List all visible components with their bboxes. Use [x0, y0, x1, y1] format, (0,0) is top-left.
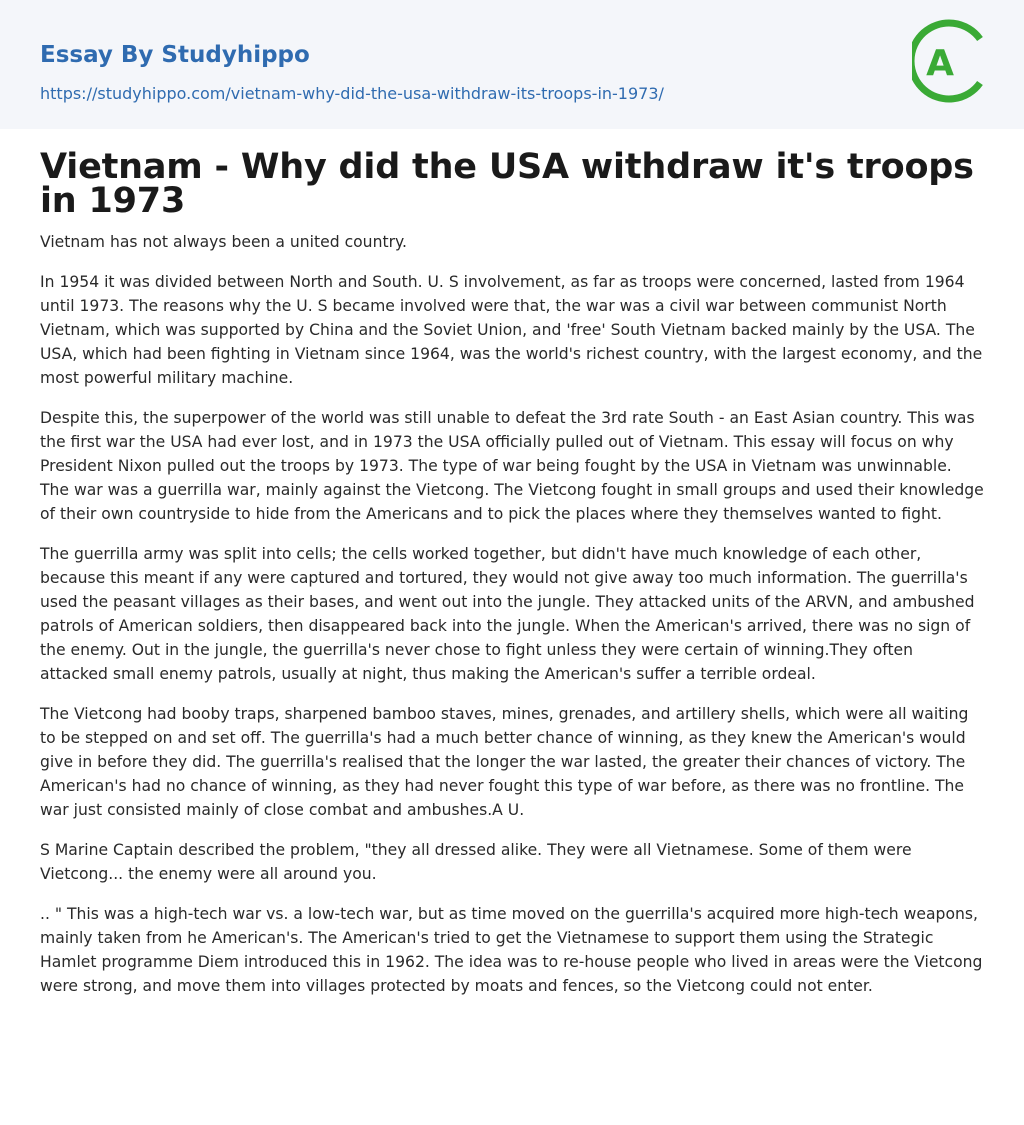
site-header — [0, 0, 1024, 129]
essay-paragraph: The guerrilla army was split into cells; the cells worked together, but didn't have much knowledge of each other, because this meant if any were captured and tortured, they would not give away too much information. The guerrilla's used the peasant villages as their bases, and went out into the jungle. They attacked units of the ARVN, and ambushed patrols of American soldiers, then disappeared back into the jungle. When the American's arrived, there was no sign of the enemy. Out in the jungle, the guerrilla's never chose to fight unless they were certain of winning.They often attacked small enemy patrols, usually at night, thus making the American's suffer a terrible ordeal. — [40, 545, 975, 683]
essay-title: Vietnam - Why did the USA withdraw it's troops in 1973 — [40, 147, 974, 221]
logo-letter: A — [926, 43, 954, 84]
essay-paragraph: In 1954 it was divided between North and South. U. S involvement, as far as troops were concerned, lasted from 1964 until 1973. The reasons why the U. S became involved were that, the war was a civil war between communist North Vietnam, which was supported by China and the Soviet Union, and 'free' South Vietnam backed mainly by the USA. The USA, which had been fighting in Vietnam since 1964, was the world's richest country, with the largest economy, and the most powerful military machine. — [40, 273, 983, 387]
source-url-link[interactable]: https://studyhippo.com/vietnam-why-did-the-usa-withdraw-its-troops-in-1973/ — [40, 84, 664, 103]
essay-paragraph: .. " This was a high-tech war vs. a low-tech war, but as time moved on the guerrilla's acquired more high-tech weapons, mainly taken from he American's. The American's tried to get the Vietnamese to support them using the Strategic Hamlet programme Diem introduced this in 1962. The idea was to re-house people who lived in areas were the Vietcong were strong, and move them into villages protected by moats and fences, so the Vietcong could not enter. — [40, 905, 983, 995]
brand-title[interactable]: Essay By Studyhippo — [40, 42, 310, 68]
essay-paragraph: S Marine Captain described the problem, "they all dressed alike. They were all Vietnamese. Some of them were Vietcong... the enemy were all around you. — [40, 841, 912, 883]
essay-paragraph: Despite this, the superpower of the world was still unable to defeat the 3rd rate South - an East Asian country. This was the first war the USA had ever lost, and in 1973 the USA officially pulled out of Vietnam. This essay will focus on why President Nixon pulled out the troops by 1973. The type of war being fought by the USA in Vietnam was unwinnable. The war was a guerrilla war, mainly against the Vietcong. The Vietcong fought in small groups and used their knowledge of their own countryside to hide from the Americans and to pick the places where they themselves wanted to fight. — [40, 409, 984, 523]
studyhippo-logo-icon[interactable] — [912, 18, 988, 104]
essay-paragraph: The Vietcong had booby traps, sharpened bamboo staves, mines, grenades, and artillery shells, which were all waiting to be stepped on and set off. The guerrilla's had a much better chance of winning, as they knew the American's would give in before they did. The guerrilla's realised that the longer the war lasted, the greater their chances of victory. The American's had no chance of winning, as they had never fought this type of war before, as there was no frontline. The war just consisted mainly of close combat and ambushes.A U. — [40, 705, 969, 819]
essay-content — [0, 147, 1024, 998]
essay-paragraph: Vietnam has not always been a united country. — [40, 233, 407, 251]
